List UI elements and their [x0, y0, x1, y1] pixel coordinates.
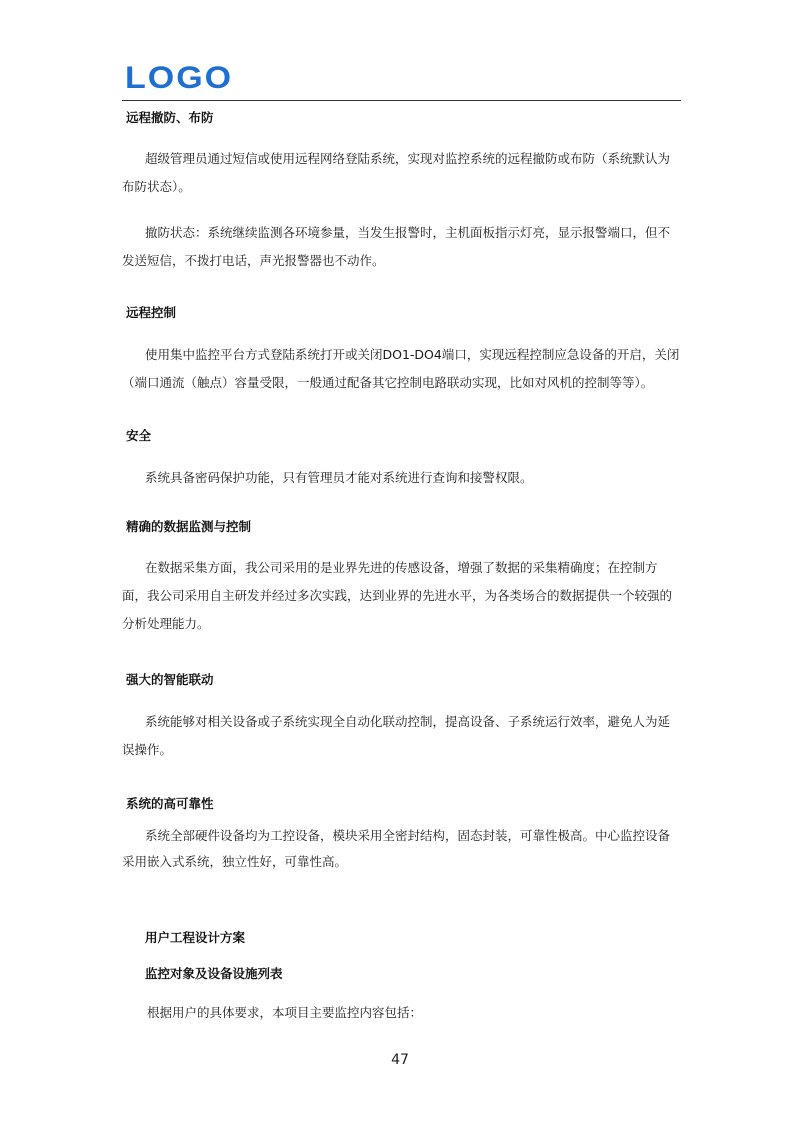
heading-user-engineering: 用户工程设计方案	[145, 930, 246, 945]
logo: LOGO	[125, 60, 234, 96]
header-rule	[122, 100, 681, 101]
paragraph-remote-arm-2: 撤防状态：系统继续监测各环境参量，当发生报警时，主机面板指示灯亮，显示报警端口，但不发送短信，不拨打电话，声光报警器也不动作。	[122, 225, 671, 268]
paragraph-reliability: 系统全部硬件设备均为工控设备，模块采用全密封结构，固态封装，可靠性极高。中心监控设备采用嵌入式系统，独立性好，可靠性高。	[122, 828, 671, 869]
heading-remote-control: 远程控制	[126, 305, 177, 320]
paragraph-precise-monitoring: 在数据采集方面，我公司采用的是业界先进的传感设备，增强了数据的采集精确度；在控制方面，我公司采用自主研发并经过多次实践，达到业界的先进水平，为各类场合的数据提供一个较强的分析处理能力。	[122, 560, 673, 631]
page-number: 47	[391, 1052, 409, 1068]
heading-security: 安全	[126, 428, 152, 443]
heading-equipment-list: 监控对象及设备设施列表	[145, 966, 283, 981]
paragraph-remote-arm-1: 超级管理员通过短信或使用远程网络登陆系统，实现对监控系统的远程撤防或布防（系统默认为布防状态）。	[122, 151, 671, 194]
heading-smart-linkage: 强大的智能联动	[126, 672, 214, 687]
paragraph-remote-control: 使用集中监控平台方式登陆系统打开或关闭DO1-DO4端口，实现远程控制应急设备的开启，关闭（端口通流（触点）容量受限，一般通过配备其它控制电路联动实现，比如对风机的控制等等）。	[122, 347, 680, 390]
paragraph-smart-linkage: 系统能够对相关设备或子系统实现全自动化联动控制，提高设备、子系统运行效率，避免人为延误操作。	[122, 714, 671, 757]
paragraph-equipment-list: 根据用户的具体要求，本项目主要监控内容包括：	[147, 1005, 423, 1020]
paragraph-security: 系统具备密码保护功能，只有管理员才能对系统进行查询和接警权限。	[145, 470, 533, 485]
heading-precise-monitoring: 精确的数据监测与控制	[126, 519, 252, 534]
heading-remote-arm: 远程撤防、布防	[126, 110, 214, 125]
heading-reliability: 系统的高可靠性	[126, 796, 214, 811]
